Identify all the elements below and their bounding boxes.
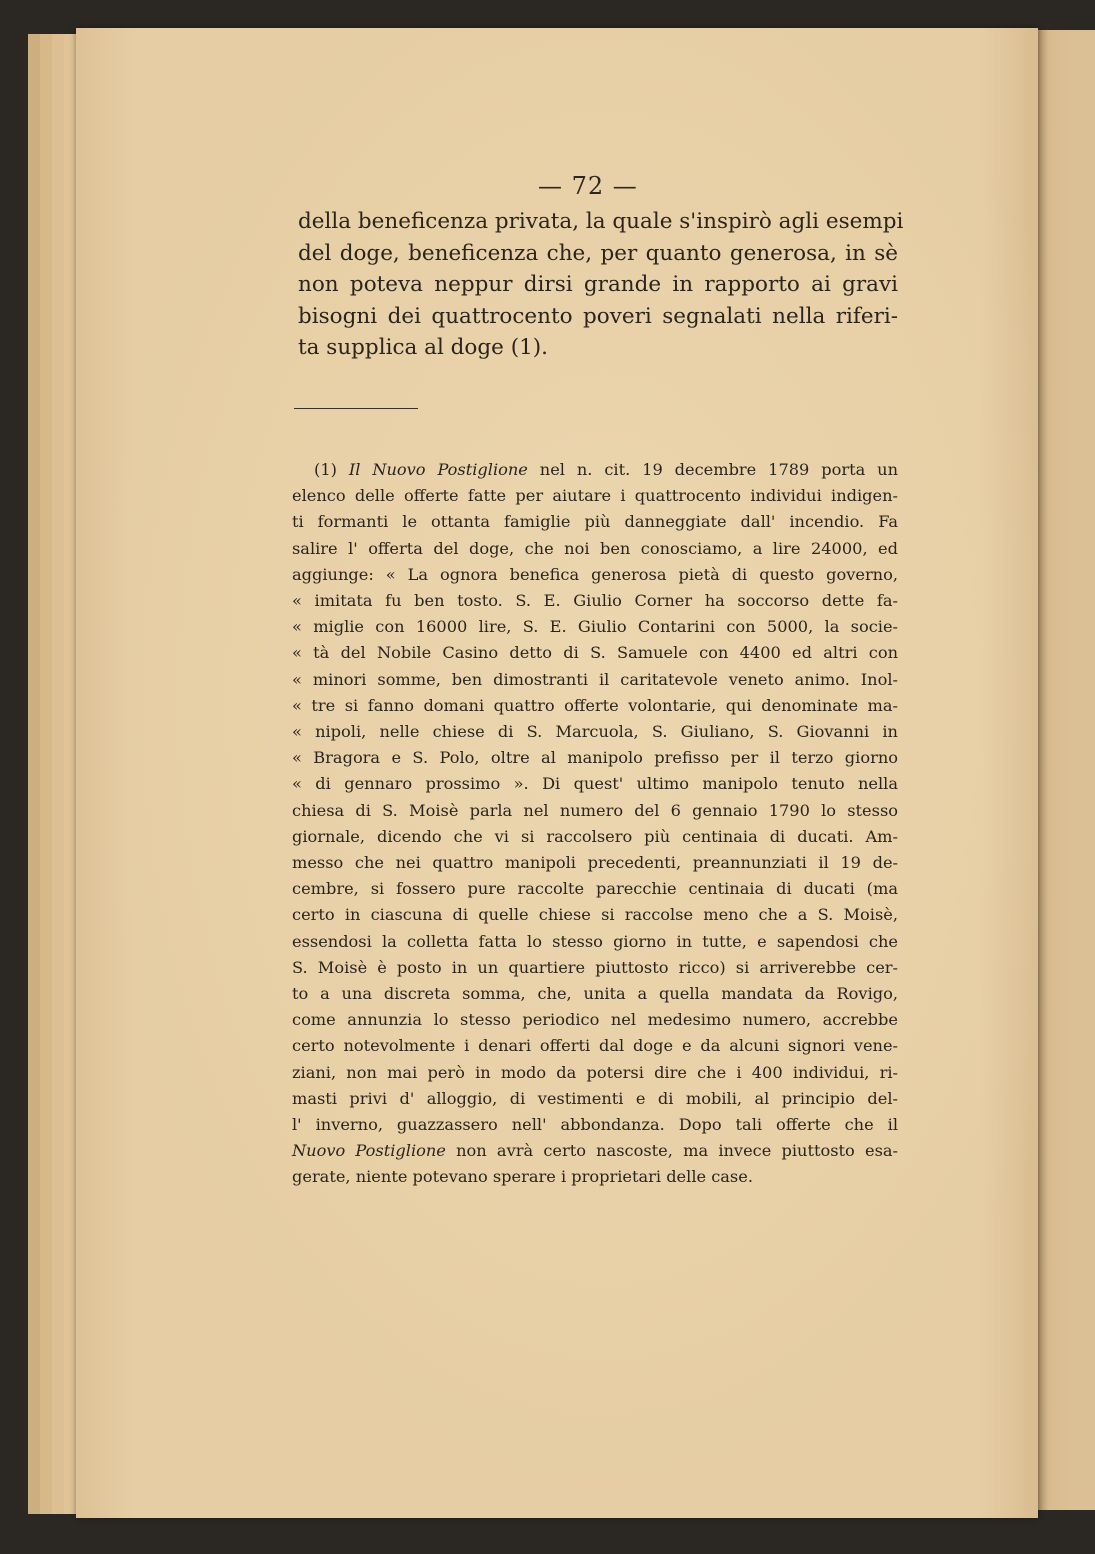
footnote-line: certo in ciascuna di quelle chiese si raccolse meno che a S. Moisè, (292, 905, 898, 925)
footnote-line: messo che nei quattro manipoli precedenti, preannunziati il 19 de- (292, 853, 898, 873)
footnote-line: chiesa di S. Moisè parla nel numero del 6 gennaio 1790 lo stesso (292, 800, 898, 820)
footnote-italic-title: Nuovo Postiglione (292, 1141, 446, 1161)
footnote-line: S. Moisè è posto in un quartiere piuttosto ricco) si arriverebbe cer- (292, 957, 898, 977)
body-line: della beneficenza privata, la quale s'inspirò agli esempi (298, 209, 904, 234)
footnote-line: to a una discreta somma, che, unita a quella mandata da Rovigo, (292, 984, 898, 1004)
footnote-line: « imitata fu ben tosto. S. E. Giulio Corner ha soccorso dette fa- (292, 591, 898, 611)
footnote-line: « minori somme, ben dimostranti il caritatevole veneto animo. Inol- (292, 669, 898, 689)
footnote-line: « nipoli, nelle chiese di S. Marcuola, S. Giuliano, S. Giovanni in (292, 722, 898, 742)
footnote-line (292, 1138, 898, 1164)
footnote-line: « tre si fanno domani quattro offerte volontarie, qui denominate ma- (292, 695, 898, 715)
footnote-first-line (292, 457, 898, 483)
body-line: del doge, beneficenza che, per quanto generosa, in sè (298, 240, 898, 266)
footnote-line: essendosi la colletta fatta lo stesso giorno in tutte, e sapendosi che (292, 931, 898, 951)
body-line: non poteva neppur dirsi grande in rapporto ai gravi (298, 272, 898, 297)
footnote-line: aggiunge: « La ognora benefica generosa pietà di questo governo, (292, 564, 898, 584)
footnote-line: « Bragora e S. Polo, oltre al manipolo prefisso per il terzo giorno (292, 748, 898, 768)
footnote-line: elenco delle offerte fatte per aiutare i quattrocento individui indigen- (292, 486, 898, 506)
footnote-line-text: non avrà certo nascoste, ma invece piuttosto esa- (456, 1141, 898, 1161)
footnote-line: come annunzia lo stesso periodico nel medesimo numero, accrebbe (292, 1010, 898, 1030)
footnote-line: certo notevolmente i denari offerti dal doge e da alcuni signori vene- (292, 1036, 898, 1056)
footnote-line: l' inverno, guazzassero nell' abbondanza. Dopo tali offerte che il (292, 1115, 898, 1135)
facing-page-edge (1034, 30, 1095, 1510)
body-line: ta supplica al doge (1). (298, 335, 548, 360)
footnote-line: ti formanti le ottanta famiglie più danneggiate dall' incendio. Fa (292, 512, 898, 532)
body-line: bisogni dei quattrocento poveri segnalati nella riferi- (298, 303, 898, 329)
body-paragraph (298, 206, 904, 364)
footnote-line: salire l' offerta del doge, che noi ben conosciamo, a lire 24000, ed (292, 538, 898, 558)
footnote-marker: (1) (314, 460, 337, 479)
footnote-line: ziani, non mai però in modo da potersi dire che i 400 individui, ri- (292, 1062, 898, 1082)
footnote-line: masti privi d' alloggio, di vestimenti e di mobili, al principio del- (292, 1088, 898, 1108)
footnote-separator (294, 408, 418, 409)
footnote-line: giornale, dicendo che vi si raccolsero più centinaia di ducati. Am- (292, 826, 898, 846)
footnote-first-line-text: nel n. cit. 19 decembre 1789 porta un (539, 460, 898, 479)
footnote-line: « tà del Nobile Casino detto di S. Samuele con 4400 ed altri con (292, 643, 898, 663)
footnote-line: « miglie con 16000 lire, S. E. Giulio Contarini con 5000, la socie- (292, 617, 898, 637)
footnote-last-line: gerate, niente potevano sperare i proprietari delle case. (292, 1167, 753, 1187)
page-number: — 72 — (538, 172, 638, 200)
footnote-line: cembre, si fossero pure raccolte parecchie centinaia di ducati (ma (292, 879, 898, 899)
footnote (292, 457, 898, 1191)
footnote-line: « di gennaro prossimo ». Di quest' ultimo manipolo tenuto nella (292, 774, 898, 794)
footnote-title: Il Nuovo Postiglione (348, 460, 528, 479)
